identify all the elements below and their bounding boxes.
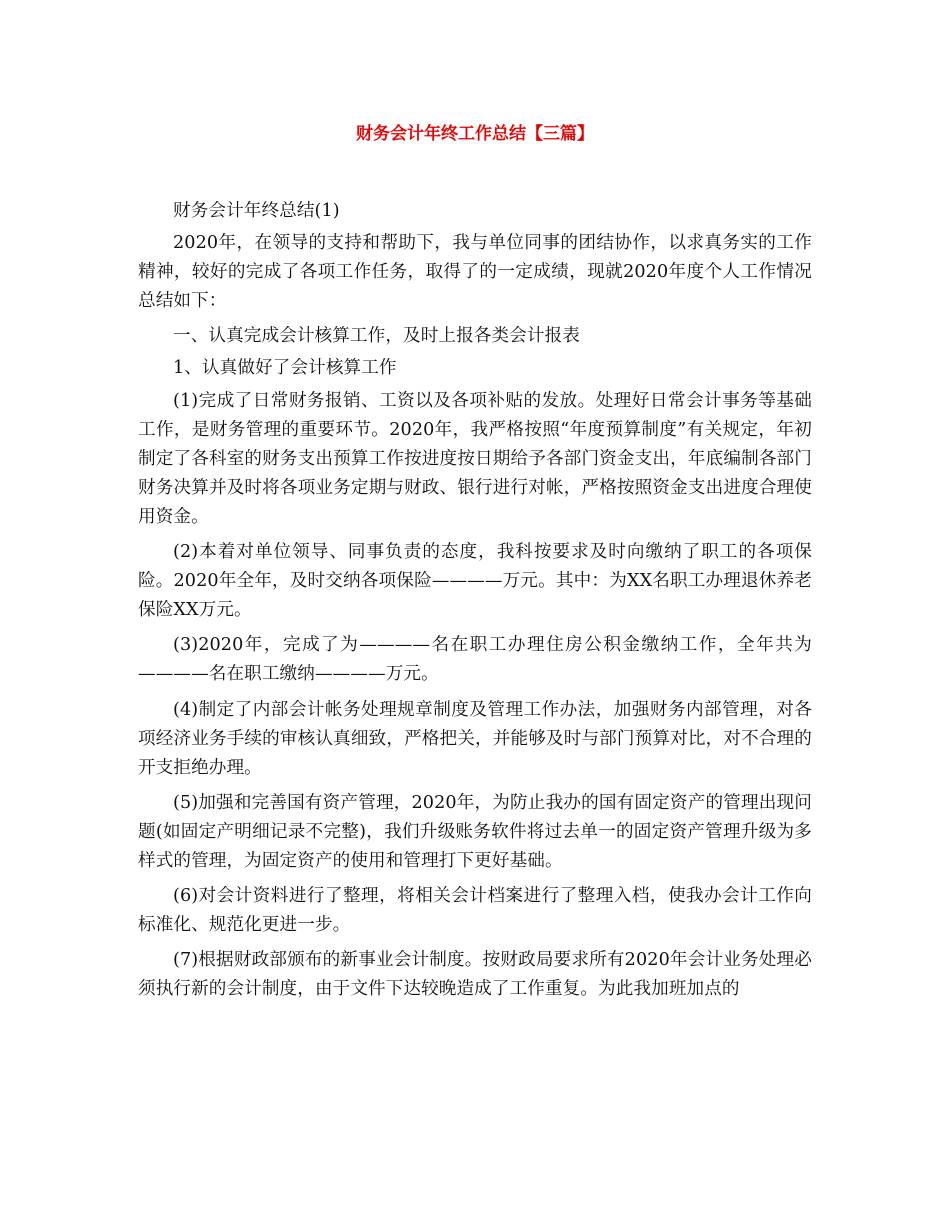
document-title: 财务会计年终工作总结【三篇】	[356, 124, 594, 144]
heading-level-1: 一、认真完成会计核算工作，及时上报各类会计报表	[173, 326, 580, 347]
paragraph-item-2: (2)本着对单位领导、同事负责的态度，我科按要求及时向缴纳了职工的各项保险。2020年全年，及时交纳各项保险————万元。其中：为XX名职工办理退休养老保险XX万元。	[138, 542, 812, 621]
paragraph-item-6: (6)对会计资料进行了整理，将相关会计档案进行了整理入档，使我办会计工作向标准化、规范化更进一步。	[138, 886, 812, 936]
paragraph-item-1: (1)完成了日常财务报销、工资以及各项补贴的发放。处理好日常会计事务等基础工作，是财务管理的重要环节。2020年，我严格按照“年度预算制度”有关规定，年初制定了各科室的财务支出预算工作按进度按日期给予各部门资金支出，年底编制各部门财务决算并及时将各项业务定期与财政、银行进行对帐，严格按照资金支出进度合理使用资金。	[138, 390, 812, 527]
heading-level-2: 1、认真做好了会计核算工作	[173, 358, 397, 379]
paragraph-item-4: (4)制定了内部会计帐务处理规章制度及管理工作办法，加强财务内部管理，对各项经济业务手续的审核认真细致，严格把关，并能够及时与部门预算对比，对不合理的开支拒绝办理。	[138, 699, 812, 778]
paragraph-item-3: (3)2020年，完成了为————名在职工办理住房公积金缴纳工作，全年共为————名在职工缴纳————万元。	[138, 635, 812, 685]
paragraph-intro: 2020年，在领导的支持和帮助下，我与单位同事的团结协作，以求真务实的工作精神，较好的完成了各项工作任务，取得了的一定成绩，现就2020年度个人工作情况总结如下：	[138, 233, 812, 312]
section-heading: 财务会计年终总结(1)	[173, 201, 340, 221]
paragraph-item-5: (5)加强和完善国有资产管理，2020年，为防止我办的国有固定资产的管理出现问题(如固定产明细记录不完整)，我们升级账务软件将过去单一的固定资产管理升级为多样式的管理，为固定资产的使用和管理打下更好基础。	[138, 792, 812, 871]
paragraph-item-7: (7)根据财政部颁布的新事业会计制度。按财政局要求所有2020年会计业务处理必须执行新的会计制度，由于文件下达较晚造成了工作重复。为此我加班加点的	[138, 950, 812, 1000]
